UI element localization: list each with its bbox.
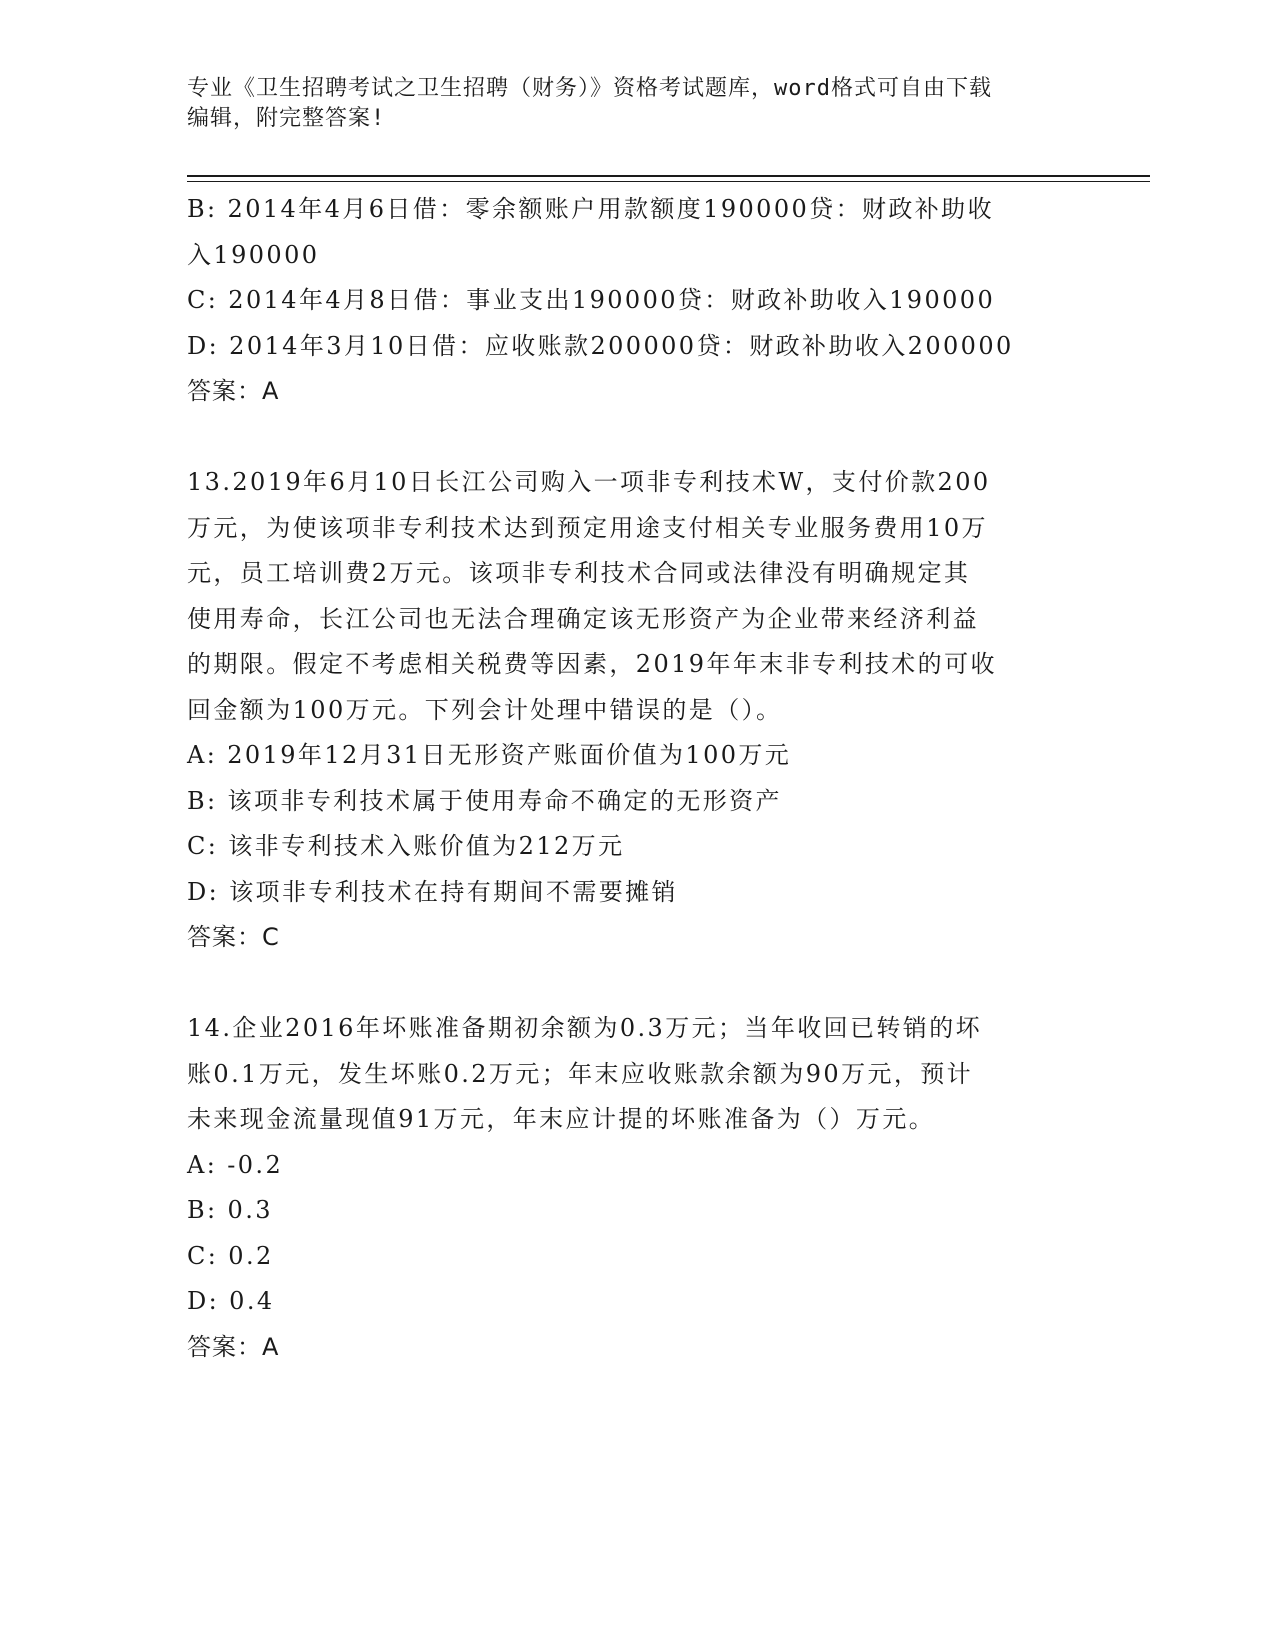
question-stem-line: 未来现金流量现值91万元，年末应计提的坏账准备为（）万元。 — [187, 1105, 936, 1133]
spacer — [187, 415, 1067, 461]
option-b-line-2: 入190000 — [187, 240, 320, 269]
option-a: A: 2019年12月31日无形资产账面价值为100万元 — [187, 741, 792, 769]
option-b-line-1: B: 2014年4月6日借：零余额账户用款额度190000贷：财政补助收 — [187, 195, 994, 223]
answer: 答案：A — [187, 377, 280, 405]
answer: 答案：A — [187, 1332, 280, 1361]
spacer — [187, 961, 1067, 1007]
option-d: D: 该项非专利技术在持有期间不需要摊销 — [187, 877, 678, 906]
option-c: C: 0.2 — [187, 1241, 274, 1270]
question-stem-line: 的期限。假定不考虑相关税费等因素，2019年年末非专利技术的可收 — [187, 650, 997, 678]
question-stem-line: 元，员工培训费2万元。该项非专利技术合同或法律没有明确规定其 — [187, 559, 971, 587]
document-header — [187, 74, 1067, 134]
previous-question-continuation — [187, 187, 1067, 415]
option-a: A: -0.2 — [187, 1150, 284, 1179]
option-d: D: 0.4 — [187, 1287, 275, 1315]
question-stem-line: 使用寿命，长江公司也无法合理确定该无形资产为企业带来经济利益 — [187, 604, 979, 633]
question-stem-line: 回金额为100万元。下列会计处理中错误的是（）。 — [187, 695, 783, 724]
header-divider-thin — [187, 181, 1150, 182]
question-stem-line: 14.企业2016年坏账准备期初余额为0.3万元；当年收回已转销的坏 — [187, 1014, 983, 1042]
option-d: D: 2014年3月10日借：应收账款200000贷：财政补助收入200000 — [187, 331, 1014, 360]
answer: 答案：C — [187, 923, 280, 951]
option-b: B: 0.3 — [187, 1196, 273, 1224]
option-b: B: 该项非专利技术属于使用寿命不确定的无形资产 — [187, 786, 782, 815]
option-c: C: 2014年4月8日借：事业支出190000贷：财政补助收入190000 — [187, 286, 996, 314]
question-stem-line: 万元，为使该项非专利技术达到预定用途支付相关专业服务费用10万 — [187, 513, 988, 542]
question-stem-line: 13.2019年6月10日长江公司购入一项非专利技术W，支付价款200 — [187, 468, 991, 496]
option-c: C: 该非专利技术入账价值为212万元 — [187, 832, 625, 860]
header-divider-thick — [187, 175, 1150, 177]
header-line-2: 编辑，附完整答案! — [187, 106, 386, 131]
question-stem-line: 账0.1万元，发生坏账0.2万元；年末应收账款余额为90万元，预计 — [187, 1059, 974, 1088]
question-14 — [187, 1006, 1067, 1370]
document-body — [187, 187, 1067, 1370]
question-13 — [187, 460, 1067, 961]
header-line-1: 专业《卫生招聘考试之卫生招聘（财务）》资格考试题库，word格式可自由下载 — [187, 76, 992, 101]
